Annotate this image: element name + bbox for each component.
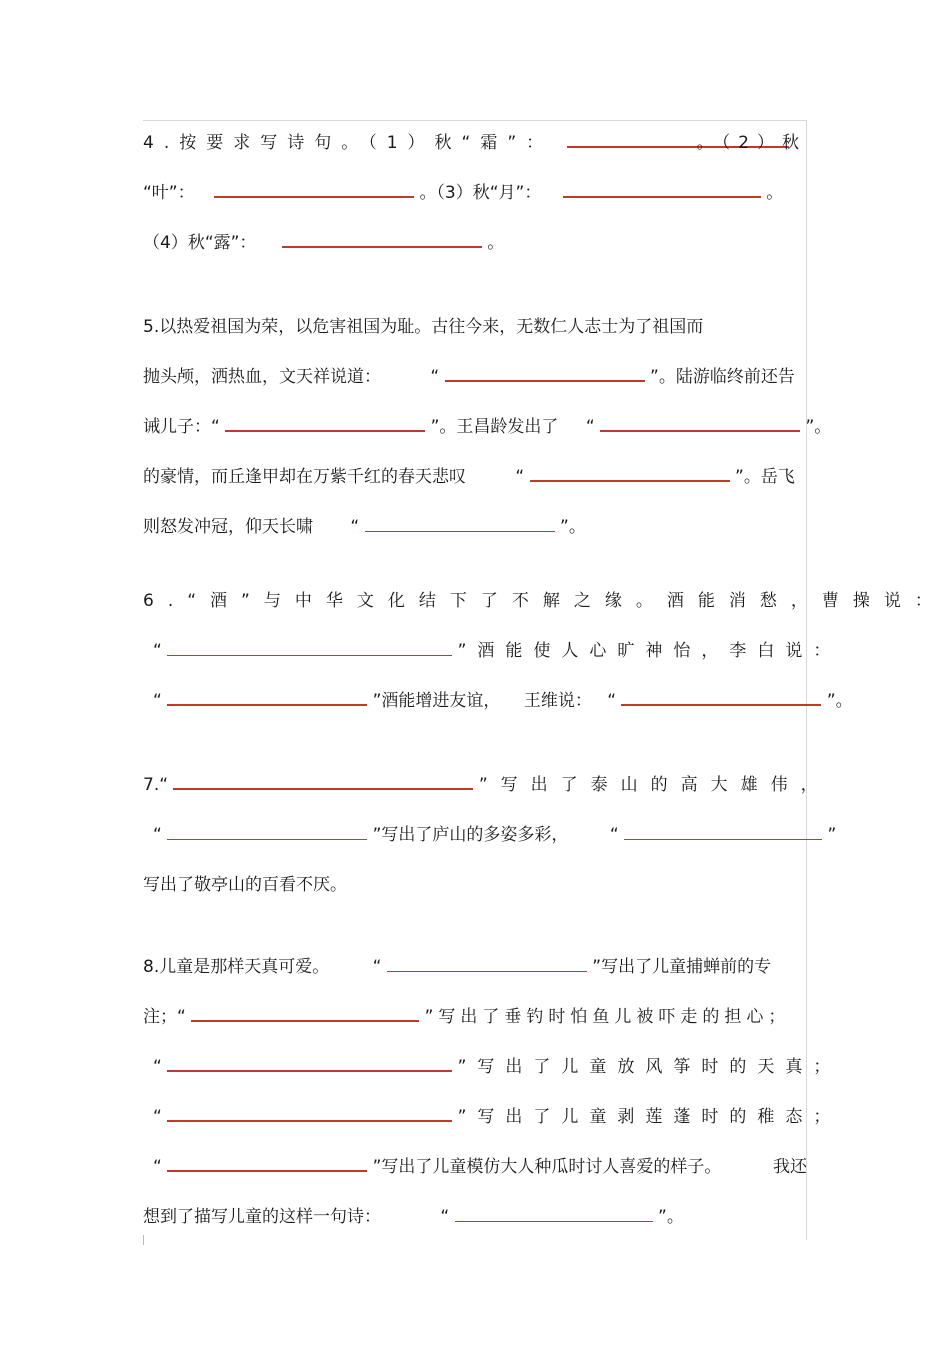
q4-dew-label: （4）秋“露”： <box>143 233 257 253</box>
q5-qiu-fengjia: 的豪情，而丘逢甲却在万紫千红的春天悲叹 <box>143 467 466 487</box>
q8-line-6 <box>143 1192 807 1242</box>
q8-cicada: ”写出了儿童捕蝉前的专 <box>592 957 772 977</box>
q8-focus: 注；“ <box>143 1007 186 1027</box>
q7-close-2: ” <box>827 825 837 845</box>
q5-open-quote: “ <box>430 367 440 387</box>
question-8 <box>143 942 842 1242</box>
q5-son-label: 诫儿子：“ <box>143 417 220 437</box>
q6-line-1 <box>143 576 946 626</box>
q5-roar-label: 则怒发冲冠，仰天长啸 <box>143 517 313 537</box>
q6-close: ”。 <box>826 691 853 711</box>
q4-moon-label: 。（3）秋“月”： <box>419 183 542 203</box>
q8-blank-fishing[interactable] <box>191 1002 419 1022</box>
q5-close-3: ”。 <box>805 417 832 437</box>
q7-open-quote: “ <box>153 825 162 845</box>
q7-jingting: 写出了敬亭山的百看不厌。 <box>143 875 347 895</box>
q6-intro: 6.“酒”与中华文化结下了不解之缘。酒能消愁，曹操说： <box>143 591 946 611</box>
q8-close-6: ”。 <box>658 1207 684 1227</box>
q8-open-quote-4: “ <box>153 1107 162 1127</box>
q8-own-poem: 想到了描写儿童的这样一句诗： <box>143 1207 381 1227</box>
q5-wang-changling: ”。王昌龄发出了 <box>430 417 559 437</box>
q6-line-3 <box>143 676 853 726</box>
q6-friendship: ”酒能增进友谊， <box>372 691 501 711</box>
q7-number: 7.“ <box>143 775 169 795</box>
q5-line-1 <box>143 302 807 352</box>
q8-also: 我还 <box>773 1157 807 1177</box>
q8-kite: ”写出了儿童放风筝时的天真； <box>457 1057 842 1077</box>
q4-line-1 <box>143 118 807 168</box>
q7-blank-taishan[interactable] <box>173 770 473 790</box>
q6-wang-wei: 王维说： <box>523 691 592 711</box>
q5-wen-tianxiang: 抛头颅，洒热血，文天祥说道： <box>143 367 381 387</box>
q6-open-quote: “ <box>153 641 162 661</box>
q5-blank-2[interactable] <box>225 412 425 432</box>
q5-open-quote-4: “ <box>515 467 525 487</box>
q8-open-quote: “ <box>372 957 382 977</box>
q8-blank-kite[interactable] <box>167 1052 452 1072</box>
question-5 <box>143 302 832 552</box>
q5-close-5: ”。 <box>560 517 586 537</box>
q7-line-2 <box>143 810 837 860</box>
q5-open-quote-2: “ <box>585 417 595 437</box>
q6-li-bai: ”酒能使人心旷神怡，李白说： <box>457 641 842 661</box>
q5-blank-4[interactable] <box>530 462 730 482</box>
q7-blank-lushan[interactable] <box>167 821 367 840</box>
q5-intro: 5.以热爱祖国为荣，以危害祖国为耻。古往今来，无数仁人志士为了祖国而 <box>143 317 704 337</box>
q4-prompt: 4.按要求写诗句。（1）秋“霜”： <box>143 133 554 153</box>
q5-blank-3[interactable] <box>600 412 800 432</box>
q7-taishan: ”写出了泰山的高大雄伟， <box>478 775 831 795</box>
q5-yue-fei: ”。岳飞 <box>735 467 795 487</box>
q7-line-3 <box>143 860 807 910</box>
q8-intro: 8.儿童是那样天真可爱。 <box>143 957 330 977</box>
q7-open-quote-2: “ <box>609 825 619 845</box>
q8-blank-own[interactable] <box>455 1203 653 1222</box>
q6-open-quote-2: “ <box>153 691 162 711</box>
q4-leaf-label: “叶”： <box>143 183 195 203</box>
q5-line-2 <box>143 352 807 402</box>
q5-blank-5[interactable] <box>365 513 555 532</box>
q8-line-1 <box>143 942 807 992</box>
q6-blank-li-bai[interactable] <box>167 686 367 706</box>
q7-line-1 <box>143 760 831 810</box>
q8-lotus: ”写出了儿童剥莲蓬时的稚态； <box>457 1107 842 1127</box>
q4-line-3 <box>143 218 807 268</box>
q8-line-2 <box>143 992 807 1042</box>
question-4 <box>143 118 807 268</box>
q5-line-3 <box>143 402 832 452</box>
q8-line-3 <box>143 1042 842 1092</box>
q7-blank-jingting[interactable] <box>624 821 822 840</box>
q8-line-5 <box>143 1142 807 1192</box>
q4-blank-moon[interactable] <box>563 178 761 198</box>
q5-open-quote-5: “ <box>350 517 360 537</box>
q6-blank-cao-cao[interactable] <box>167 637 452 656</box>
q4-line-2 <box>143 168 807 218</box>
q8-open-quote-6: “ <box>440 1207 450 1227</box>
q5-line-4 <box>143 452 807 502</box>
question-6 <box>143 576 946 726</box>
q4-part2-label: 。（2）秋 <box>696 133 807 153</box>
q5-lu-you: ”。陆游临终前还告 <box>650 367 795 387</box>
q8-open-quote-5: “ <box>153 1157 162 1177</box>
q5-blank-1[interactable] <box>445 362 645 382</box>
q8-line-4 <box>143 1092 842 1142</box>
q6-line-2 <box>143 626 842 676</box>
q4-blank-dew[interactable] <box>282 228 482 248</box>
q4-period: 。 <box>766 183 784 203</box>
q5-line-5 <box>143 502 807 552</box>
q8-blank-cicada[interactable] <box>387 953 587 972</box>
q7-lushan: ”写出了庐山的多姿多彩， <box>372 825 569 845</box>
q6-open-quote-3: “ <box>607 691 617 711</box>
q4-blank-leaf[interactable] <box>214 178 414 198</box>
q8-blank-melon[interactable] <box>167 1152 367 1172</box>
question-7 <box>143 760 837 910</box>
q8-melon: ”写出了儿童模仿大人种瓜时讨人喜爱的样子。 <box>372 1157 722 1177</box>
q6-blank-wang-wei[interactable] <box>621 686 821 706</box>
q8-blank-lotus[interactable] <box>167 1102 452 1122</box>
q4-end: 。 <box>487 233 505 253</box>
q8-open-quote-3: “ <box>153 1057 162 1077</box>
q8-fishing: ”写出了垂钓时怕鱼儿被吓走的担心； <box>424 1007 791 1027</box>
